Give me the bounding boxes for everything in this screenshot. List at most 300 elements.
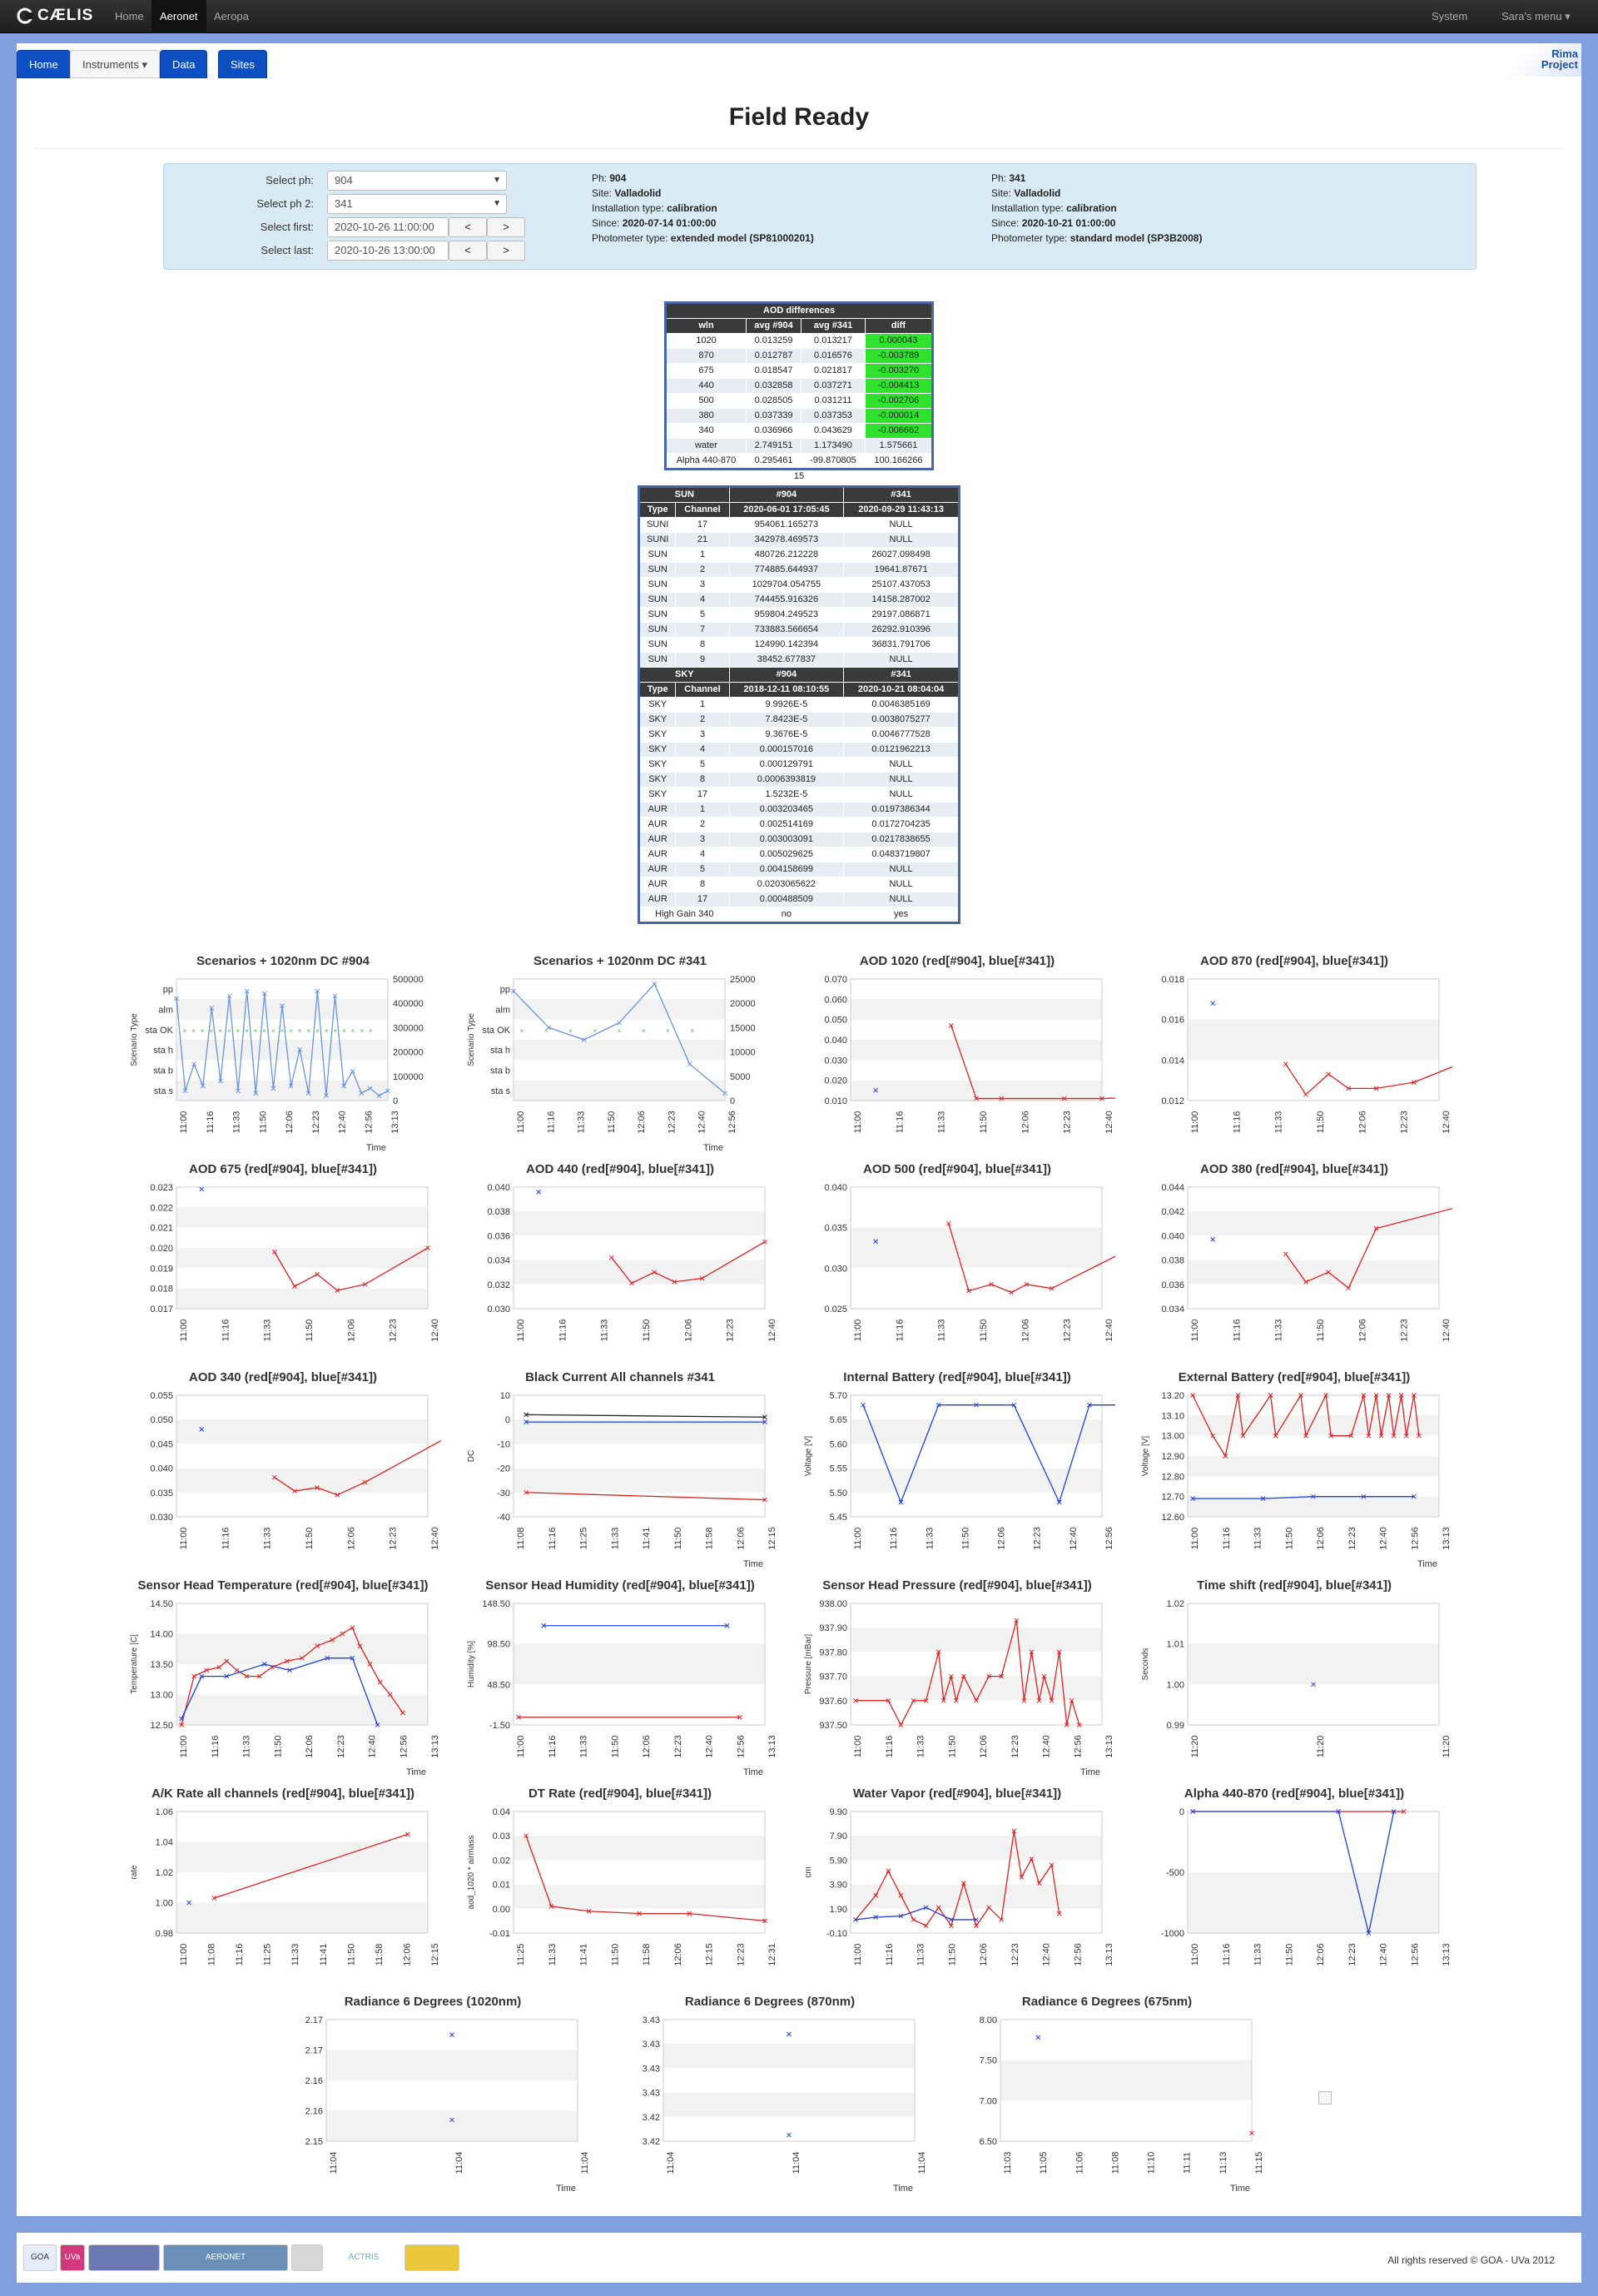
x-tick-label: 12:06 bbox=[305, 1735, 315, 1758]
x-tick-label: 13:13 bbox=[767, 1735, 777, 1758]
table-cell: NULL bbox=[844, 877, 960, 892]
y-axis-label: Voltage [V] bbox=[804, 1435, 813, 1477]
x-tick-label: 11:16 bbox=[547, 1527, 558, 1550]
table-cell: SKY bbox=[639, 773, 676, 788]
y-tick-label: 0.022 bbox=[150, 1203, 173, 1214]
y-tick-label: 0.044 bbox=[1161, 1183, 1184, 1193]
tab-instruments[interactable] bbox=[70, 50, 160, 78]
table-cell: 8 bbox=[676, 773, 729, 788]
x-tick-label: 12:40 bbox=[1104, 1111, 1114, 1134]
y-tick-label: 5.50 bbox=[829, 1488, 847, 1498]
x-tick-label: 11:33 bbox=[916, 1943, 926, 1966]
table-cell: 3 bbox=[676, 578, 729, 593]
x-tick-label: 11:00 bbox=[1190, 1111, 1200, 1134]
select-ph[interactable] bbox=[327, 171, 507, 191]
x-tick-label: 12:06 bbox=[642, 1735, 652, 1758]
x-tick-label: 11:00 bbox=[179, 1735, 189, 1758]
goa-logo[interactable]: GOA bbox=[23, 2244, 57, 2271]
user-menu-label: Sara's menu bbox=[1501, 10, 1562, 22]
table-cell: SUN bbox=[639, 653, 676, 668]
table-cell: 4 bbox=[676, 593, 729, 608]
table-row bbox=[639, 818, 960, 832]
y-tick-label: 0.98 bbox=[155, 1929, 173, 1939]
table-cell: SKY bbox=[639, 743, 676, 758]
plot-band bbox=[663, 2117, 915, 2141]
x-tick-label: 12:06 bbox=[683, 1319, 694, 1342]
x-tick-label: 11:50 bbox=[979, 1319, 989, 1342]
chart-title: Scenarios + 1020nm DC #341 bbox=[533, 954, 707, 968]
y-tick-label: 0.038 bbox=[487, 1207, 510, 1218]
y-tick-label: -0.01 bbox=[489, 1929, 510, 1939]
x-tick-label: 12:40 bbox=[1442, 1111, 1452, 1134]
plot-band bbox=[1000, 2020, 1252, 2060]
table-cell: 870 bbox=[666, 349, 747, 364]
table-row bbox=[639, 728, 960, 743]
y-tick-label: pp bbox=[499, 985, 510, 996]
y-tick-label: 937.60 bbox=[819, 1696, 847, 1707]
scenario-marker: × bbox=[350, 1026, 355, 1035]
y-tick-label: -30 bbox=[497, 1488, 510, 1498]
table-cell: 3 bbox=[676, 832, 729, 847]
ph2-site-label: Site: bbox=[991, 187, 1012, 199]
y-tick-label: 0.021 bbox=[150, 1223, 173, 1234]
x-tick-label: 11:08 bbox=[516, 1527, 526, 1550]
x-tick-label: 13:13 bbox=[430, 1735, 440, 1758]
x-tick-label: 12:40 bbox=[430, 1527, 440, 1550]
table-cell: 3 bbox=[676, 728, 729, 743]
table-cell: -0.006662 bbox=[865, 424, 932, 439]
plot-band bbox=[326, 2080, 578, 2111]
table-cell: 0.021817 bbox=[801, 364, 866, 379]
x-tick-label: 12:40 bbox=[337, 1111, 348, 1134]
scenario-marker: × bbox=[593, 1026, 598, 1035]
rima-line1: Rima bbox=[1551, 47, 1578, 60]
y-tick-label: 5.55 bbox=[829, 1464, 847, 1474]
x-tick-label: 12:06 bbox=[672, 1943, 683, 1966]
x-tick-label: 12:06 bbox=[979, 1943, 989, 1966]
table-cell: 4 bbox=[676, 743, 729, 758]
x-tick-label: 11:00 bbox=[179, 1943, 189, 1966]
plot-band bbox=[851, 1228, 1102, 1269]
y-tick-label: 3.42 bbox=[642, 2112, 660, 2123]
tab-home[interactable]: Home bbox=[17, 50, 71, 78]
plot-band bbox=[176, 979, 388, 999]
x-tick-label: 12:40 bbox=[1442, 1319, 1452, 1342]
x-tick-label: 11:10 bbox=[1146, 2151, 1157, 2174]
table-cell: 480726.212228 bbox=[729, 548, 844, 563]
x-tick-label: 12:31 bbox=[767, 1943, 777, 1966]
table-cell: -0.004413 bbox=[865, 379, 932, 394]
x-tick-label: 11:04 bbox=[329, 2151, 339, 2174]
plot-band bbox=[514, 1211, 765, 1235]
tab-data[interactable]: Data bbox=[160, 50, 207, 78]
plot-band bbox=[1188, 1811, 1439, 1872]
table-cell: 0.000488509 bbox=[729, 892, 844, 907]
ph1-inst: calibration bbox=[667, 202, 717, 214]
nav-aeropa[interactable]: Aeropa bbox=[214, 10, 249, 22]
x-tick-label: 12:40 bbox=[367, 1735, 378, 1758]
ph1-ph: 904 bbox=[609, 172, 627, 184]
scenario-marker: × bbox=[271, 1026, 275, 1035]
y-tick-label: 0.045 bbox=[150, 1439, 173, 1450]
aod-table-header: avg #341 bbox=[801, 319, 866, 334]
site-logo[interactable] bbox=[291, 2244, 323, 2271]
uva-logo[interactable]: UVa bbox=[60, 2244, 85, 2271]
x-tick-label: 11:33 bbox=[936, 1111, 947, 1134]
x-axis-label: Time bbox=[405, 1767, 427, 1777]
y-tick-label: sta OK bbox=[482, 1025, 510, 1036]
x-tick-label: 11:50 bbox=[1284, 1943, 1295, 1966]
ph1-info bbox=[592, 171, 814, 246]
scenario-marker: × bbox=[236, 1026, 241, 1035]
scenario-marker: × bbox=[324, 1026, 329, 1035]
cal-subhead: 2018-12-11 08:10:55 bbox=[729, 683, 844, 698]
table-cell: 2 bbox=[676, 713, 729, 728]
x-tick-label: 12:06 bbox=[346, 1527, 357, 1550]
chart-svg bbox=[1136, 1389, 1452, 1570]
table-row bbox=[639, 608, 960, 623]
aeronet-logo[interactable]: AERONET bbox=[163, 2244, 288, 2271]
x-tick-label: 11:33 bbox=[578, 1735, 589, 1758]
brand-text: CÆLIS bbox=[37, 7, 94, 24]
table-row bbox=[639, 803, 960, 818]
ph1-site-label: Site: bbox=[592, 187, 613, 199]
nav-system[interactable]: System bbox=[1432, 10, 1468, 22]
y-tick-label: 0.00 bbox=[492, 1904, 510, 1915]
y-tick-label: -1.50 bbox=[489, 1721, 510, 1731]
plot-band bbox=[1188, 1020, 1439, 1061]
table-cell: 1 bbox=[676, 803, 729, 818]
x-tick-label: 11:20 bbox=[1190, 1735, 1200, 1758]
table-cell: NULL bbox=[844, 862, 960, 877]
y-tick-label: 0.012 bbox=[1161, 1096, 1184, 1106]
x-tick-label: 11:20 bbox=[1316, 1735, 1326, 1758]
y-tick-label: 0.030 bbox=[150, 1513, 173, 1523]
aod-differences-table bbox=[664, 301, 934, 470]
select-first-input[interactable]: 2020-10-26 11:00:00 bbox=[327, 217, 449, 237]
chart-svg bbox=[462, 1180, 778, 1362]
x-tick-label: 11:50 bbox=[1284, 1527, 1295, 1550]
plot-band bbox=[663, 2093, 915, 2117]
chart-title: Sensor Head Humidity (red[#904], blue[#341]) bbox=[485, 1578, 755, 1593]
y-tick-label: 0.030 bbox=[824, 1056, 847, 1066]
plot-band bbox=[514, 979, 725, 999]
x-tick-label: 11:00 bbox=[853, 1111, 863, 1134]
select-last-input[interactable]: 2020-10-26 13:00:00 bbox=[327, 241, 449, 261]
y-tick-label: sta s bbox=[490, 1086, 510, 1096]
table-cell: 0.013259 bbox=[747, 334, 801, 349]
scenario-marker: × bbox=[666, 1026, 670, 1035]
chevron-down-icon: ▼ bbox=[493, 199, 501, 208]
x-tick-label: 11:33 bbox=[610, 1527, 621, 1550]
x-tick-label: 12:06 bbox=[736, 1527, 747, 1550]
x-tick-label: 12:40 bbox=[767, 1319, 777, 1342]
last-next-button[interactable]: > bbox=[487, 241, 525, 261]
scenario-marker: × bbox=[262, 1026, 267, 1035]
plot-band bbox=[514, 999, 725, 1019]
table-row bbox=[639, 578, 960, 593]
y-tick-label: 10 bbox=[499, 1391, 510, 1401]
x-tick-label: 12:23 bbox=[1347, 1943, 1357, 1966]
y-tick-label: 13.00 bbox=[150, 1690, 173, 1701]
x-tick-label: 11:13 bbox=[1218, 2151, 1228, 2174]
table-cell: 1.575661 bbox=[865, 439, 932, 454]
table-cell: 9.3676E-5 bbox=[729, 728, 844, 743]
x-tick-label: 11:33 bbox=[925, 1527, 935, 1550]
chart-title: External Battery (red[#904], blue[#341]) bbox=[1178, 1370, 1411, 1384]
scenario-marker: × bbox=[226, 1026, 231, 1035]
table-cell: 0.012787 bbox=[747, 349, 801, 364]
caelis-logo[interactable] bbox=[17, 7, 93, 25]
plot-band bbox=[514, 1811, 765, 1836]
table-cell: Alpha 440-870 bbox=[666, 454, 747, 470]
table-cell: 959804.249523 bbox=[729, 608, 844, 623]
x-tick-label: 11:33 bbox=[599, 1319, 610, 1342]
select-ph2[interactable] bbox=[327, 194, 507, 214]
x-axis-label: Time bbox=[365, 1143, 387, 1153]
ph1-type-label: Photometer type: bbox=[592, 232, 668, 244]
x-tick-label: 12:06 bbox=[1357, 1111, 1368, 1134]
x-tick-label: 11:04 bbox=[454, 2151, 464, 2174]
x-tick-label: 11:33 bbox=[916, 1735, 926, 1758]
plot-band bbox=[514, 1469, 765, 1493]
x-tick-label: 11:50 bbox=[979, 1111, 989, 1134]
x-tick-label: 11:33 bbox=[241, 1735, 252, 1758]
x-tick-label: 13:13 bbox=[1104, 1735, 1114, 1758]
chart-svg bbox=[1136, 1180, 1452, 1362]
y-tick-label: 0.016 bbox=[1161, 1015, 1184, 1026]
plot-band bbox=[514, 1285, 765, 1309]
chart-20 bbox=[275, 1995, 591, 2194]
scenario-marker: × bbox=[182, 1026, 187, 1035]
ph2-ph-label: Ph: bbox=[991, 172, 1007, 184]
y-tick-label: 98.50 bbox=[487, 1639, 510, 1650]
table-cell: 0.0006393819 bbox=[729, 773, 844, 788]
chart-title: AOD 440 (red[#904], blue[#341]) bbox=[526, 1162, 714, 1176]
first-next-button[interactable]: > bbox=[487, 217, 525, 237]
page-title: Field Ready bbox=[728, 103, 870, 131]
plot-band bbox=[176, 1419, 428, 1444]
x-tick-label: 11:16 bbox=[1221, 1943, 1232, 1966]
table-cell: SUNI bbox=[639, 533, 676, 548]
aod-table-title: AOD differences bbox=[666, 303, 933, 319]
y-tick-label: 5.65 bbox=[829, 1415, 847, 1426]
plot-band bbox=[176, 1207, 428, 1227]
y-tick-label: 9.90 bbox=[829, 1807, 847, 1817]
y2-tick-label: 300000 bbox=[393, 1023, 424, 1034]
ph1-site: Valladolid bbox=[614, 187, 662, 199]
table-row bbox=[639, 713, 960, 728]
plot-band bbox=[176, 1289, 428, 1309]
nav-aeronet[interactable]: Aeronet bbox=[151, 0, 206, 33]
table-cell: SUN bbox=[639, 623, 676, 638]
table-cell: -0.003789 bbox=[865, 349, 932, 364]
y-tick-label: 0.02 bbox=[492, 1856, 510, 1866]
x-tick-label: 12:23 bbox=[1399, 1111, 1410, 1134]
x-tick-label: 11:25 bbox=[516, 1943, 526, 1966]
chart-8 bbox=[125, 1370, 441, 1570]
chart-title: A/K Rate all channels (red[#904], blue[#341]) bbox=[151, 1787, 414, 1801]
y-tick-label: -0.10 bbox=[826, 1929, 847, 1939]
first-prev-button[interactable]: < bbox=[449, 217, 487, 237]
ph2-since: 2020-10-21 01:00:00 bbox=[1021, 217, 1116, 229]
x-tick-label: 11:50 bbox=[610, 1735, 621, 1758]
nav-home[interactable]: Home bbox=[115, 10, 144, 22]
last-prev-button[interactable]: < bbox=[449, 241, 487, 261]
y-tick-label: 14.50 bbox=[150, 1599, 173, 1609]
x-tick-label: 11:00 bbox=[853, 1943, 863, 1966]
plot-band bbox=[176, 1634, 428, 1665]
x-tick-label: 12:23 bbox=[1032, 1527, 1043, 1550]
y-tick-label: 0.040 bbox=[487, 1183, 510, 1193]
chart-16 bbox=[125, 1787, 441, 1986]
y-tick-label: 3.43 bbox=[642, 2015, 660, 2025]
table-cell: 5 bbox=[676, 608, 729, 623]
x-tick-label: 11:50 bbox=[606, 1111, 617, 1134]
chart-title: AOD 1020 (red[#904], blue[#341]) bbox=[859, 954, 1055, 968]
plot-band bbox=[1188, 1060, 1439, 1101]
chart-svg bbox=[1136, 1597, 1452, 1778]
scenario-marker: × bbox=[315, 1026, 320, 1035]
y-tick-label: -10 bbox=[497, 1439, 510, 1450]
cal-subhead: Type bbox=[639, 683, 676, 698]
table-cell: 26027.098498 bbox=[844, 548, 960, 563]
x-tick-label: 11:04 bbox=[666, 2151, 676, 2174]
table-row bbox=[639, 593, 960, 608]
tab-sites[interactable]: Sites bbox=[218, 50, 267, 78]
table-cell: 0.0038075277 bbox=[844, 713, 960, 728]
x-tick-label: 12:23 bbox=[335, 1735, 346, 1758]
x-tick-label: 12:23 bbox=[1347, 1527, 1357, 1550]
y-tick-label: 5.70 bbox=[829, 1391, 847, 1401]
x-tick-label: 11:41 bbox=[642, 1527, 652, 1550]
table-cell: 342978.469573 bbox=[729, 533, 844, 548]
table-cell: NULL bbox=[844, 653, 960, 668]
x-tick-label: 11:00 bbox=[179, 1111, 189, 1134]
x-tick-label: 11:33 bbox=[576, 1111, 587, 1134]
aod-table-header: diff bbox=[865, 319, 932, 334]
y-tick-label: 0.023 bbox=[150, 1183, 173, 1193]
x-tick-label: 12:56 bbox=[364, 1111, 375, 1134]
x-tick-label: 11:16 bbox=[1221, 1527, 1232, 1550]
chevron-down-icon: ▾ bbox=[1565, 10, 1571, 22]
x-tick-label: 11:33 bbox=[547, 1943, 558, 1966]
y2-tick-label: 0 bbox=[393, 1096, 399, 1106]
x-tick-label: 11:16 bbox=[210, 1735, 221, 1758]
spain-gov-logo[interactable] bbox=[404, 2244, 459, 2271]
table-cell: 0.037271 bbox=[801, 379, 866, 394]
plot-band bbox=[851, 1493, 1102, 1517]
x-tick-label: 11:50 bbox=[960, 1527, 971, 1550]
ph2-site: Valladolid bbox=[1014, 187, 1061, 199]
nav-user-menu[interactable] bbox=[1493, 0, 1579, 33]
x-tick-label: 11:58 bbox=[704, 1527, 715, 1550]
y-tick-label: 3.42 bbox=[642, 2137, 660, 2147]
table-cell: 2 bbox=[676, 818, 729, 832]
y-tick-label: 0.030 bbox=[487, 1305, 510, 1314]
y-tick-label: 12.70 bbox=[1161, 1492, 1184, 1503]
table-cell: 1 bbox=[676, 548, 729, 563]
x-tick-label: 12:06 bbox=[1020, 1319, 1031, 1342]
plot-band bbox=[1000, 2100, 1252, 2141]
y-tick-label: 937.90 bbox=[819, 1623, 847, 1634]
plot-band bbox=[851, 1811, 1102, 1836]
x-tick-label: 11:16 bbox=[546, 1111, 557, 1134]
plot-band bbox=[851, 1652, 1102, 1676]
y-tick-label: 7.50 bbox=[979, 2055, 997, 2066]
table-row bbox=[639, 758, 960, 773]
chart-title: Radiance 6 Degrees (1020nm) bbox=[344, 1995, 522, 2009]
calibration-table bbox=[638, 485, 960, 924]
y-tick-label: 1.02 bbox=[155, 1868, 173, 1878]
x-tick-label: 11:00 bbox=[1190, 1319, 1200, 1342]
x-axis-label: Time bbox=[742, 1559, 764, 1569]
x-tick-label: 11:05 bbox=[1039, 2151, 1050, 2174]
x-tick-label: 11:16 bbox=[1232, 1319, 1243, 1342]
plot-band bbox=[176, 1903, 428, 1934]
table-cell: 774885.644937 bbox=[729, 563, 844, 578]
x-axis-label: Time bbox=[555, 2184, 577, 2194]
table-cell: -0.002706 bbox=[865, 394, 932, 409]
y-tick-label: 5.45 bbox=[829, 1513, 847, 1523]
chart-4 bbox=[125, 1162, 441, 1362]
plot-band bbox=[851, 979, 1102, 999]
x-tick-label: 12:40 bbox=[1041, 1735, 1052, 1758]
plot-band bbox=[1188, 1456, 1439, 1476]
y-tick-label: 12.80 bbox=[1161, 1472, 1184, 1483]
rima-project-badge bbox=[1481, 43, 1581, 77]
plot-band bbox=[1188, 1497, 1439, 1517]
table-cell: 733883.566654 bbox=[729, 623, 844, 638]
chart-title: Time shift (red[#904], blue[#341]) bbox=[1197, 1578, 1392, 1593]
chart-5 bbox=[462, 1162, 778, 1362]
y-tick-label: 7.90 bbox=[829, 1831, 847, 1842]
ph1-ph-label: Ph: bbox=[592, 172, 608, 184]
cal-subhead: Type bbox=[639, 503, 676, 518]
plot-band bbox=[514, 1040, 725, 1060]
y-tick-label: 2.17 bbox=[305, 2015, 323, 2025]
chart-svg bbox=[462, 1389, 778, 1570]
chart-svg bbox=[799, 972, 1115, 1154]
y-tick-label: 938.00 bbox=[819, 1599, 847, 1609]
table-cell: 9.9926E-5 bbox=[729, 698, 844, 713]
ph1-type: extended model (SP81000201) bbox=[670, 232, 814, 244]
plot-band bbox=[514, 1419, 765, 1444]
chart-svg bbox=[799, 1805, 1115, 1986]
y-tick-label: 0.060 bbox=[824, 995, 847, 1006]
plot-band bbox=[663, 2068, 915, 2092]
aod-table-header: avg #904 bbox=[747, 319, 801, 334]
x-tick-label: 11:50 bbox=[1316, 1111, 1326, 1134]
rima-logo[interactable] bbox=[88, 2244, 160, 2271]
table-cell: SKY bbox=[639, 713, 676, 728]
x-tick-label: 11:16 bbox=[889, 1527, 900, 1550]
plot-band bbox=[514, 1644, 765, 1685]
x-tick-label: 11:50 bbox=[947, 1943, 958, 1966]
table-row bbox=[666, 334, 933, 349]
plot-band bbox=[514, 1235, 765, 1260]
table-cell: 4 bbox=[676, 847, 729, 862]
plot-band bbox=[1188, 1684, 1439, 1725]
x-tick-label: 11:00 bbox=[1190, 1943, 1200, 1966]
actris-logo[interactable]: ACTRIS bbox=[326, 2244, 401, 2271]
y-tick-label: 2.16 bbox=[305, 2106, 323, 2117]
plot-band bbox=[851, 1885, 1102, 1909]
x-axis-label: Time bbox=[742, 1767, 764, 1777]
table-cell: 8 bbox=[676, 638, 729, 653]
table-cell: 954061.165273 bbox=[729, 518, 844, 533]
chevron-down-icon: ▼ bbox=[493, 176, 501, 185]
